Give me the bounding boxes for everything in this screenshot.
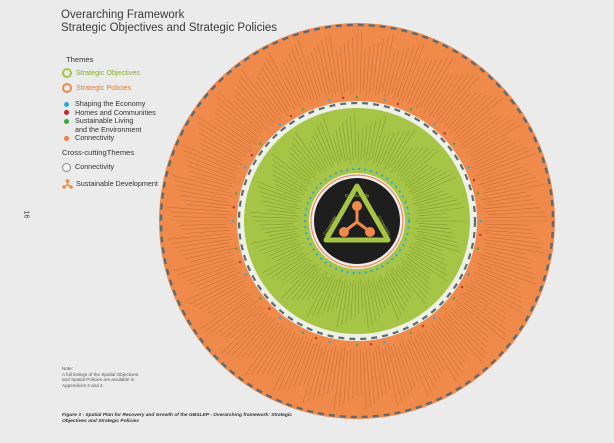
theme-dot	[268, 307, 271, 310]
theme-dot	[443, 132, 446, 135]
caption-line: Figure 3 - Spatial Plan for Recovery and Growth of the GBSLEP - Overarching framework: Strategic	[62, 413, 293, 418]
theme-dot	[251, 286, 254, 289]
theme-dot	[278, 123, 281, 126]
theme-dot	[383, 341, 386, 344]
theme-dot	[233, 234, 236, 237]
theme-dot	[232, 220, 235, 223]
theme-dot	[328, 341, 331, 344]
theme-dot	[233, 206, 236, 209]
note-line: and Spatial Policies are available in	[62, 377, 135, 382]
legend-cross-label: Sustainable Development	[76, 178, 158, 188]
theme-dot	[235, 247, 238, 250]
figure-caption	[62, 413, 362, 425]
theme-dot	[239, 261, 242, 264]
theme-dot	[370, 97, 373, 100]
theme-dot	[422, 325, 425, 328]
theme-dot	[251, 154, 254, 157]
theme-dot	[239, 179, 242, 182]
legend-theme-label: Connectivity	[75, 133, 115, 142]
legend-themes-heading: Themes	[66, 55, 94, 64]
theme-dot	[453, 142, 456, 145]
theme-dot	[328, 99, 331, 102]
theme-dot	[278, 317, 281, 320]
note-line: Note:	[62, 366, 73, 371]
note	[62, 366, 142, 388]
theme-dot	[370, 343, 373, 346]
theme-dot	[397, 337, 400, 340]
title-line-2: Strategic Objectives and Strategic Policies	[61, 22, 278, 34]
theme-dot	[467, 166, 470, 169]
theme-dot	[467, 274, 470, 277]
theme-dot	[453, 297, 456, 300]
legend-theme-label: Sustainable Living	[75, 116, 134, 125]
legend-theme-label: Shaping the Economy	[75, 99, 146, 108]
title-line-1: Overarching Framework	[61, 9, 185, 21]
legend-cross-heading: Cross-cuttingThemes	[62, 148, 135, 157]
theme-dot	[302, 108, 305, 111]
theme-dot	[461, 154, 464, 157]
theme-dot	[259, 297, 262, 300]
theme-dot	[315, 337, 318, 340]
theme-dot	[356, 344, 359, 347]
note-line: A full listings of the Spatial Objectives	[62, 371, 139, 377]
legend-policies-label: Strategic Policies	[76, 82, 132, 92]
theme-dot	[259, 142, 262, 145]
theme-dot	[342, 343, 345, 346]
theme-dot	[302, 331, 305, 334]
theme-dot	[479, 206, 482, 209]
legend-cross-label: Connectivity	[75, 162, 115, 172]
legend-objectives-label: Strategic Objectives	[76, 67, 140, 77]
theme-dot	[477, 247, 480, 250]
theme-dot	[443, 307, 446, 310]
legend-theme-label: Homes and Communities	[75, 107, 156, 117]
page-number: 16	[22, 210, 30, 219]
theme-dot	[410, 108, 413, 111]
hub-label-left: Connectivity	[322, 214, 338, 236]
theme-dot	[244, 274, 247, 277]
theme-dot	[356, 96, 359, 99]
legend-theme-label: and the Environment	[75, 124, 142, 134]
theme-dot	[290, 115, 293, 118]
hub-label-right: Connectivity	[376, 214, 392, 236]
hub-label-top: Connectivity	[344, 193, 370, 198]
theme-dot	[473, 179, 476, 182]
theme-dot	[383, 99, 386, 102]
theme-dot	[244, 166, 247, 169]
theme-dot	[342, 97, 345, 100]
theme-dot	[433, 123, 436, 126]
theme-dot	[480, 220, 483, 223]
theme-dot	[473, 261, 476, 264]
theme-dot	[397, 103, 400, 106]
theme-dot	[410, 331, 413, 334]
theme-dot	[461, 286, 464, 289]
note-line: Appendices 3 and 4.	[62, 382, 104, 388]
theme-dot	[422, 115, 425, 118]
theme-dot	[433, 317, 436, 320]
theme-dot	[479, 234, 482, 237]
theme-dot	[315, 103, 318, 106]
theme-dot	[477, 192, 480, 195]
caption-line: Objectives and Strategic Policies	[62, 419, 139, 424]
theme-dot	[235, 192, 238, 195]
theme-dot	[268, 132, 271, 135]
theme-dot	[290, 325, 293, 328]
